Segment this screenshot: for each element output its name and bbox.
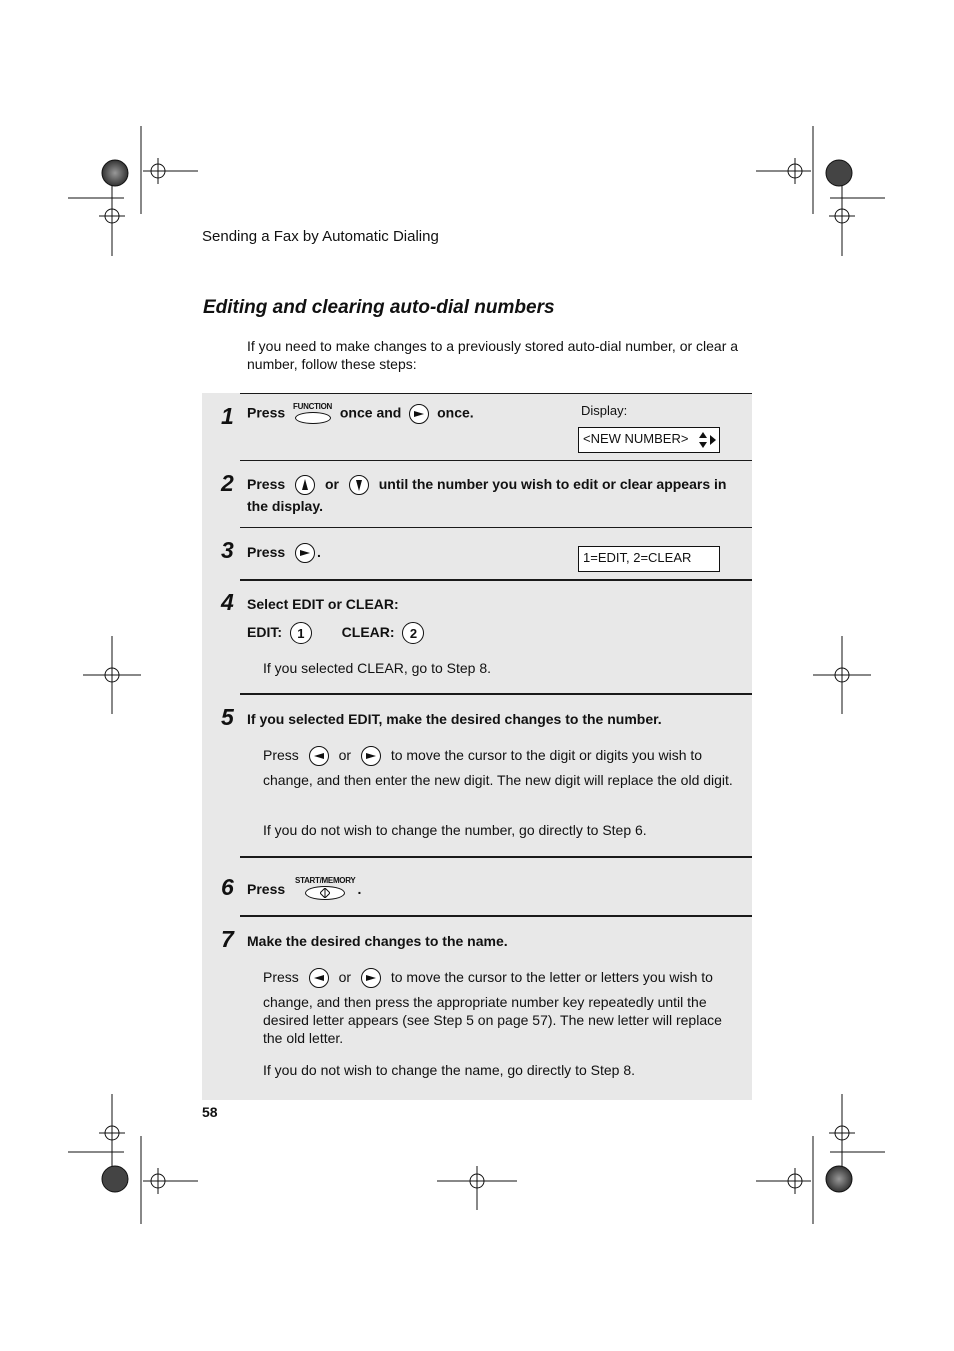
display-label: Display: (581, 403, 628, 418)
step-2-text: Press or until the number you wish to edit or clear appears in (247, 474, 742, 495)
step-7-note: If you do not wish to change the name, go directly to Step 8. (263, 1062, 636, 1078)
step-divider (240, 460, 752, 461)
start-memory-key: START/MEMORY (295, 876, 355, 900)
start-diamond-icon (320, 888, 330, 898)
step-4-text: Select EDIT or CLEAR: (247, 596, 399, 612)
key-2-icon: 2 (402, 622, 424, 644)
left-arrow-key-icon (309, 746, 329, 766)
function-key-oval (295, 412, 331, 424)
step-number: 3 (221, 537, 234, 563)
step-7-text: Make the desired changes to the name. (247, 933, 508, 949)
up-arrow-key-icon (295, 475, 315, 495)
lcd-display-2: 1=EDIT, 2=CLEAR (578, 546, 720, 572)
right-arrow-key-icon (361, 746, 381, 766)
step-7-detail-cont: change, and then press the appropriate number key repeatedly until the desired letter appears (see Step 5 on page 57). The new letter will replace the old letter. (263, 994, 722, 1046)
down-arrow-key-icon (349, 475, 369, 495)
step-2-text-cont: the display. (247, 498, 323, 514)
intro-text: If you need to make changes to a previously stored auto-dial number, or clear a number, follow these steps: (247, 338, 739, 372)
step-1-text: Press FUNCTION once and once. (247, 402, 474, 424)
function-key: FUNCTION (293, 402, 332, 424)
lcd-display-1: <NEW NUMBER> (578, 427, 720, 453)
step-divider (240, 693, 752, 695)
step-3-text: Press . (247, 542, 321, 563)
step-number: 1 (221, 403, 234, 429)
step-7-detail: Press or to move the cursor to the letter or letters you wish to (263, 968, 733, 988)
step-number: 2 (221, 470, 234, 496)
step-divider (240, 579, 752, 581)
step-divider (240, 856, 752, 858)
step-5-detail: Press or to move the cursor to the digit or digits you wish to (263, 746, 733, 766)
step-5-note: If you do not wish to change the number, go directly to Step 6. (263, 822, 647, 838)
step-number: 5 (221, 704, 234, 730)
step-number: 6 (221, 874, 234, 900)
step-5-detail-cont: change, and then enter the new digit. The new digit will replace the old digit. (263, 772, 733, 788)
key-1-icon: 1 (290, 622, 312, 644)
step-divider (240, 527, 752, 528)
page-number: 58 (202, 1104, 218, 1120)
step-6-text: Press START/MEMORY . (247, 876, 361, 900)
step-divider (240, 393, 752, 394)
start-memory-key-oval (305, 886, 345, 900)
up-down-arrows-icon (699, 431, 717, 449)
step-number: 4 (221, 589, 234, 615)
right-arrow-key-icon (409, 404, 429, 424)
left-arrow-key-icon (309, 968, 329, 988)
right-arrow-key-icon (361, 968, 381, 988)
section-title: Editing and clearing auto-dial numbers (203, 297, 555, 318)
step-4-note: If you selected CLEAR, go to Step 8. (263, 660, 492, 676)
section-header: Sending a Fax by Automatic Dialing (202, 228, 439, 245)
step-5-text: If you selected EDIT, make the desired changes to the number. (247, 711, 662, 727)
step-4-keys: EDIT: 1 CLEAR: 2 (247, 622, 428, 644)
step-divider (240, 915, 752, 917)
right-arrow-key-icon (295, 543, 315, 563)
step-number: 7 (221, 926, 234, 952)
